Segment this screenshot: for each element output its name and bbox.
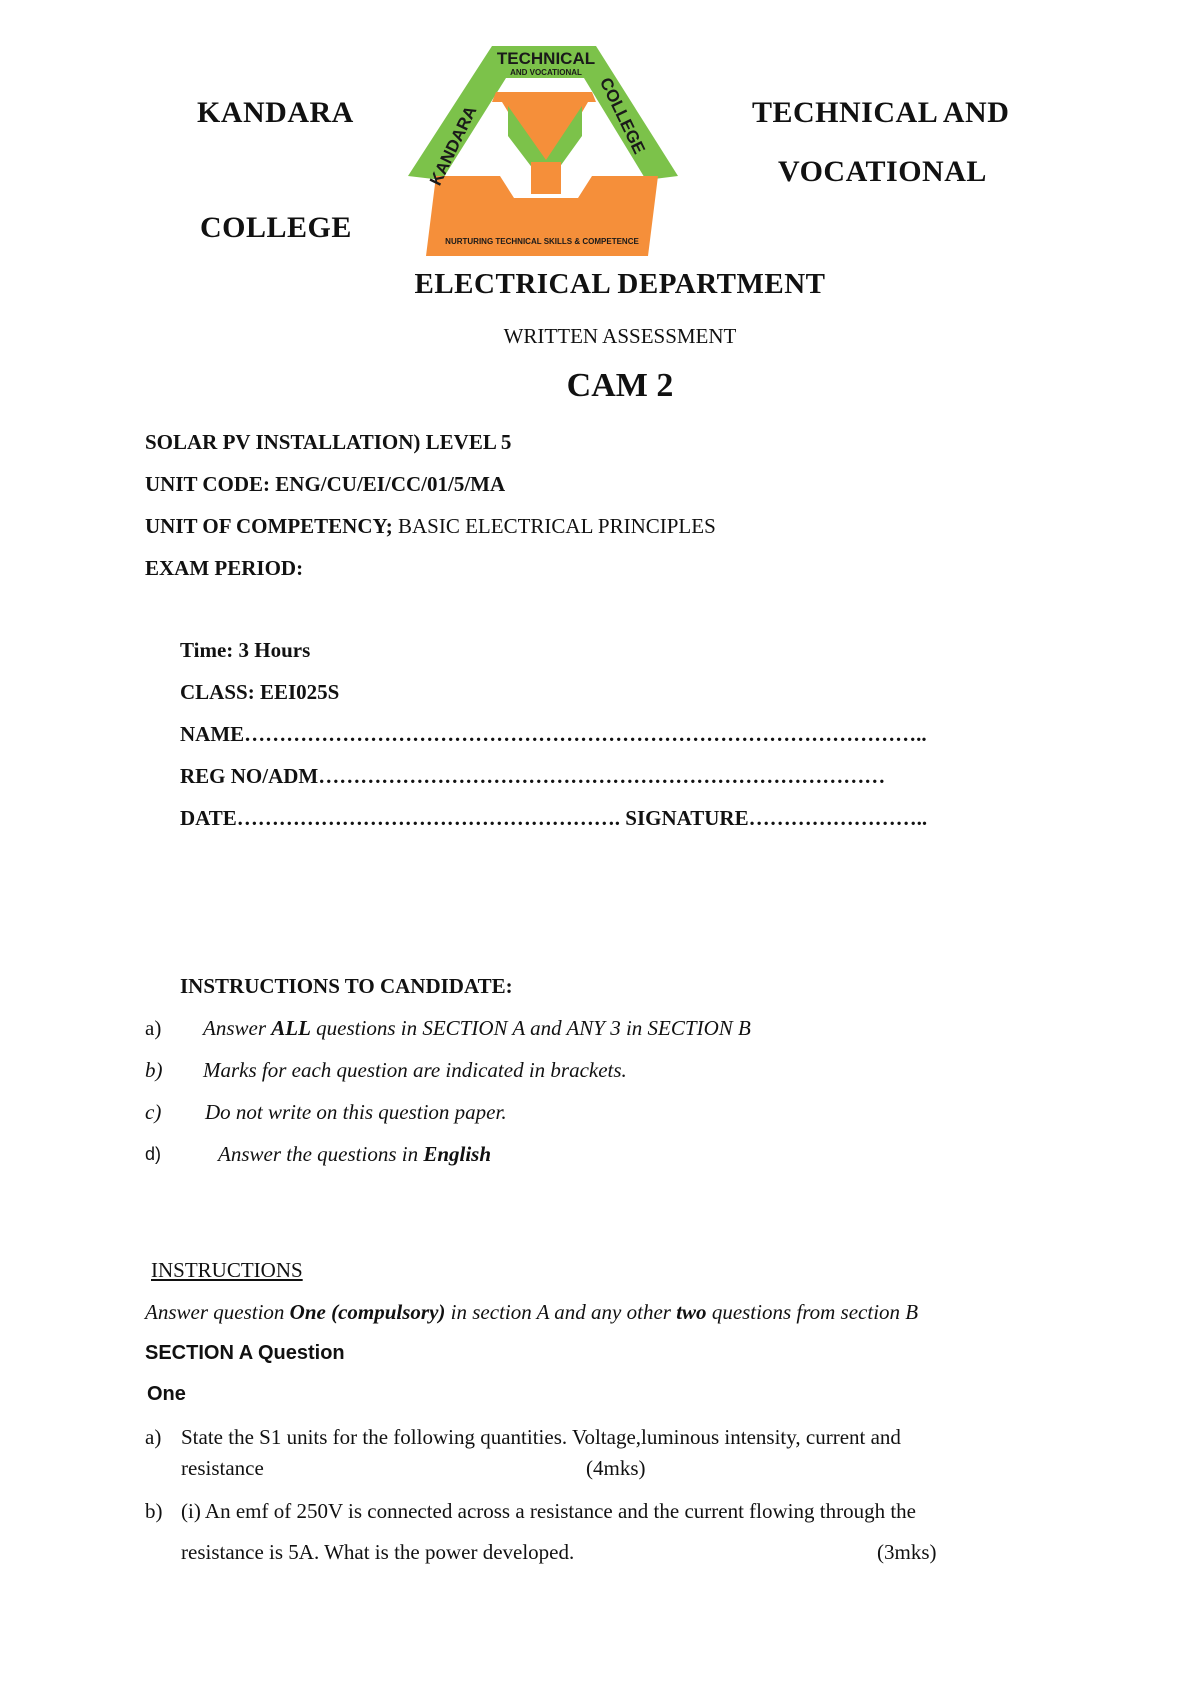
date-signature-field: DATE………………………………………………. SIGNATURE…………………….. (180, 806, 928, 830)
logo-top-text: TECHNICAL (496, 49, 596, 68)
instruction-marker: a) (145, 1016, 162, 1040)
instruction-marker: d) (145, 1144, 162, 1164)
course-name: SOLAR PV INSTALLATION) LEVEL 5 (145, 430, 512, 454)
instructions-heading: INSTRUCTIONS (151, 1258, 303, 1282)
instruction-text: Answer ALL questions in SECTION A and ANY 3 in SECTION B (203, 1016, 751, 1040)
question-text-cont: resistance (181, 1456, 264, 1480)
unit-of-competency (145, 514, 716, 539)
logo-sub-text: AND VOCATIONAL (510, 68, 582, 77)
exam-time: Time: 3 Hours (180, 638, 311, 662)
reg-no-field: REG NO/ADM……………………………………………………………………… (180, 764, 886, 788)
college-name-right-2: VOCATIONAL (778, 155, 987, 188)
exam-title: CAM 2 (566, 367, 674, 404)
logo-banner-text: NURTURING TECHNICAL SKILLS & COMPETENCE (445, 237, 639, 246)
department-title: ELECTRICAL DEPARTMENT (414, 268, 826, 300)
instructions-to-candidate-heading: INSTRUCTIONS TO CANDIDATE: (180, 974, 513, 998)
question-marker: a) (145, 1425, 162, 1449)
college-name-left-1: KANDARA (197, 96, 354, 129)
question-text-cont: resistance is 5A. What is the power developed. (181, 1540, 575, 1564)
class-code: CLASS: EEI025S (180, 680, 340, 704)
competency-value: BASIC ELECTRICAL PRINCIPLES (392, 514, 716, 538)
question-marks: (3mks) (877, 1540, 937, 1564)
college-logo (396, 44, 692, 260)
question-text: (i) An emf of 250V is connected across a resistance and the current flowing through the (181, 1499, 916, 1523)
instruction-text: Answer the questions in English (218, 1142, 492, 1166)
instruction-text: Do not write on this question paper. (205, 1100, 507, 1124)
instruction-text: Marks for each question are indicated in brackets. (203, 1058, 627, 1082)
exam-period: EXAM PERIOD: (145, 556, 304, 580)
college-name-right-1: TECHNICAL AND (752, 96, 1010, 129)
question-text: State the S1 units for the following quantities. Voltage,luminous intensity, current and (181, 1425, 901, 1449)
name-field: NAME…………………………………………………………………………………….. (180, 722, 927, 746)
question-marker: b) (145, 1499, 163, 1523)
question-marks: (4mks) (586, 1456, 646, 1480)
assessment-type: WRITTEN ASSESSMENT (503, 324, 737, 348)
instruction-marker: c) (145, 1100, 162, 1124)
college-name-left-2: COLLEGE (200, 211, 352, 244)
unit-code: UNIT CODE: ENG/CU/EI/CC/01/5/MA (145, 472, 506, 496)
section-a-heading: SECTION A Question (145, 1342, 345, 1364)
competency-label: UNIT OF COMPETENCY; (145, 514, 393, 538)
instruction-marker: b) (145, 1058, 163, 1082)
logo-left-text: KANDARA (425, 102, 481, 189)
instructions-text: Answer question One (compulsory) in section A and any other two questions from section B (145, 1300, 919, 1324)
section-a-subheading: One (147, 1383, 186, 1405)
logo-right-text: COLLEGE (595, 74, 649, 157)
